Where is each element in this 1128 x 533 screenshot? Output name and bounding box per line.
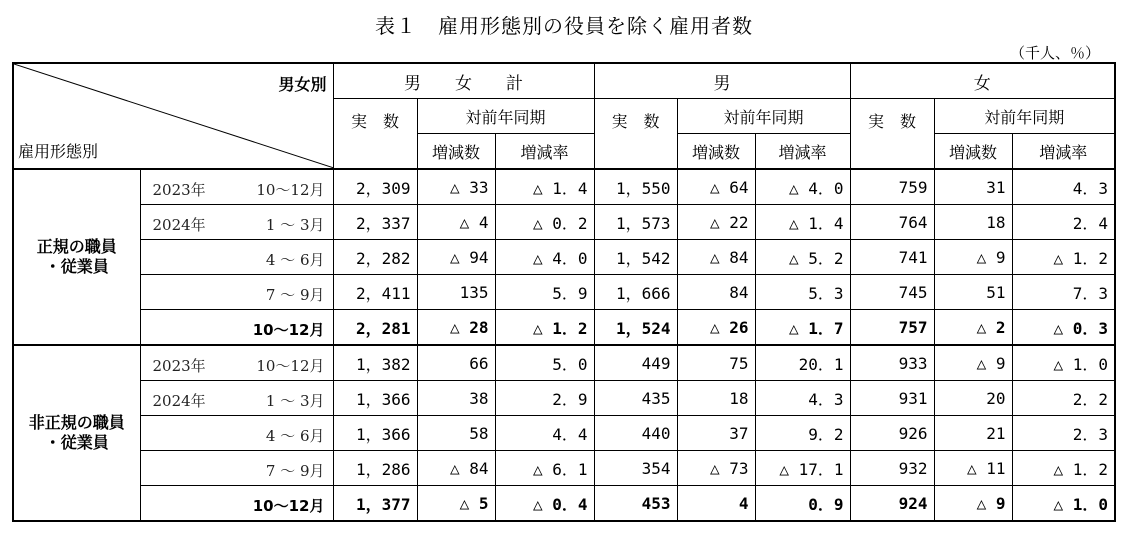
value-cell-tc: 58 xyxy=(417,416,495,451)
table-title: 表１ 雇用形態別の役員を除く雇用者数 xyxy=(375,14,753,38)
value-cell-tr: 2．9 xyxy=(495,381,594,416)
value-cell-fc: 20 xyxy=(934,381,1012,416)
value-cell-m: 1，573 xyxy=(594,205,677,240)
table-row xyxy=(13,451,1115,486)
header-total: 男 女 計 xyxy=(333,63,594,99)
header-male: 男 xyxy=(594,63,850,99)
header-total-actual: 実 数 xyxy=(333,99,417,170)
unit-label: （千人、％） xyxy=(1009,44,1100,62)
period-months: 10～12月 xyxy=(252,497,325,515)
value-cell-t: 1，286 xyxy=(333,451,417,486)
value-cell-f: 759 xyxy=(850,169,934,205)
value-cell-mc: 84 xyxy=(677,275,755,310)
period-months: 10～12月 xyxy=(256,357,325,375)
table-row xyxy=(13,169,1115,205)
value-cell-fc: △ 2 xyxy=(934,310,1012,346)
period-year: 2023年 xyxy=(152,181,206,199)
period-months: 7 ～ 9月 xyxy=(265,462,325,480)
value-cell-mr: 4．3 xyxy=(755,381,850,416)
header-male-actual: 実 数 xyxy=(594,99,677,170)
group-label-line2: ・従業員 xyxy=(44,433,109,452)
value-cell-m: 1，666 xyxy=(594,275,677,310)
value-cell-t: 1，366 xyxy=(333,416,417,451)
period-cell xyxy=(140,416,333,451)
group-label xyxy=(13,345,140,521)
value-cell-mr: 0．9 xyxy=(755,486,850,522)
period-months: 1 ～ 3月 xyxy=(265,392,325,410)
corner-header xyxy=(13,63,333,169)
value-cell-mc: 37 xyxy=(677,416,755,451)
period-cell xyxy=(140,310,333,346)
table-row xyxy=(13,486,1115,522)
value-cell-t: 2，337 xyxy=(333,205,417,240)
period-months: 4 ～ 6月 xyxy=(265,251,325,269)
employment-table xyxy=(12,62,1116,522)
value-cell-fc: 18 xyxy=(934,205,1012,240)
period-cell xyxy=(140,381,333,416)
value-cell-tr: △ 1．2 xyxy=(495,310,594,346)
period-months: 10～12月 xyxy=(256,181,325,199)
period-cell xyxy=(140,205,333,240)
value-cell-t: 2，309 xyxy=(333,169,417,205)
period-cell xyxy=(140,240,333,275)
header-male-yoy: 対前年同期 xyxy=(677,99,850,134)
value-cell-m: 1，542 xyxy=(594,240,677,275)
group-label-line1: 正規の職員 xyxy=(36,237,117,256)
value-cell-mr: △ 1．7 xyxy=(755,310,850,346)
value-cell-fr: △ 1．2 xyxy=(1012,451,1115,486)
value-cell-mc: △ 22 xyxy=(677,205,755,240)
value-cell-mr: △ 5．2 xyxy=(755,240,850,275)
period-months: 10～12月 xyxy=(252,321,325,339)
value-cell-mr: 20．1 xyxy=(755,345,850,381)
value-cell-m: 435 xyxy=(594,381,677,416)
value-cell-f: 924 xyxy=(850,486,934,522)
table-row xyxy=(13,416,1115,451)
group-label-line1: 非正規の職員 xyxy=(28,413,125,432)
value-cell-fc: 21 xyxy=(934,416,1012,451)
value-cell-mr: 5．3 xyxy=(755,275,850,310)
value-cell-tr: △ 1．4 xyxy=(495,169,594,205)
period-cell xyxy=(140,486,333,522)
value-cell-m: 449 xyxy=(594,345,677,381)
value-cell-tc: 66 xyxy=(417,345,495,381)
value-cell-fr: △ 1．2 xyxy=(1012,240,1115,275)
value-cell-m: 354 xyxy=(594,451,677,486)
table-row xyxy=(13,275,1115,310)
period-cell xyxy=(140,345,333,381)
value-cell-m: 440 xyxy=(594,416,677,451)
value-cell-t: 1，366 xyxy=(333,381,417,416)
value-cell-f: 745 xyxy=(850,275,934,310)
table-row xyxy=(13,345,1115,381)
value-cell-m: 1，550 xyxy=(594,169,677,205)
table-row xyxy=(13,240,1115,275)
value-cell-tr: 5．0 xyxy=(495,345,594,381)
value-cell-tc: △ 5 xyxy=(417,486,495,522)
value-cell-m: 453 xyxy=(594,486,677,522)
table-row xyxy=(13,310,1115,346)
value-cell-t: 2，282 xyxy=(333,240,417,275)
value-cell-fc: △ 9 xyxy=(934,486,1012,522)
value-cell-fr: 4．3 xyxy=(1012,169,1115,205)
header-female-rate: 増減率 xyxy=(1012,134,1115,170)
value-cell-fc: 31 xyxy=(934,169,1012,205)
value-cell-tc: △ 28 xyxy=(417,310,495,346)
table-row xyxy=(13,205,1115,240)
value-cell-mr: △ 1．4 xyxy=(755,205,850,240)
value-cell-t: 1，382 xyxy=(333,345,417,381)
header-male-rate: 増減率 xyxy=(755,134,850,170)
period-year: 2024年 xyxy=(152,216,206,234)
value-cell-tc: △ 84 xyxy=(417,451,495,486)
value-cell-f: 932 xyxy=(850,451,934,486)
value-cell-tr: △ 4．0 xyxy=(495,240,594,275)
corner-label-type: 雇用形態別 xyxy=(18,142,99,161)
value-cell-f: 931 xyxy=(850,381,934,416)
period-months: 7 ～ 9月 xyxy=(265,286,325,304)
table-row xyxy=(13,381,1115,416)
value-cell-mr: 9．2 xyxy=(755,416,850,451)
value-cell-t: 1，377 xyxy=(333,486,417,522)
period-cell xyxy=(140,169,333,205)
value-cell-f: 764 xyxy=(850,205,934,240)
corner-label-sex: 男女別 xyxy=(278,75,327,94)
value-cell-f: 933 xyxy=(850,345,934,381)
value-cell-fr: 2．2 xyxy=(1012,381,1115,416)
value-cell-fc: △ 11 xyxy=(934,451,1012,486)
value-cell-tr: 4．4 xyxy=(495,416,594,451)
value-cell-mc: 4 xyxy=(677,486,755,522)
value-cell-mc: △ 26 xyxy=(677,310,755,346)
value-cell-fc: △ 9 xyxy=(934,345,1012,381)
value-cell-fr: 2．4 xyxy=(1012,205,1115,240)
header-female: 女 xyxy=(850,63,1115,99)
value-cell-tc: △ 33 xyxy=(417,169,495,205)
value-cell-mc: 18 xyxy=(677,381,755,416)
value-cell-tr: △ 6．1 xyxy=(495,451,594,486)
value-cell-tc: 135 xyxy=(417,275,495,310)
value-cell-tr: 5．9 xyxy=(495,275,594,310)
header-total-rate: 増減率 xyxy=(495,134,594,170)
header-female-change: 増減数 xyxy=(934,134,1012,170)
value-cell-tr: △ 0．2 xyxy=(495,205,594,240)
value-cell-f: 926 xyxy=(850,416,934,451)
header-total-yoy: 対前年同期 xyxy=(417,99,594,134)
value-cell-tr: △ 0．4 xyxy=(495,486,594,522)
header-female-actual: 実 数 xyxy=(850,99,934,170)
value-cell-fr: △ 1．0 xyxy=(1012,345,1115,381)
period-cell xyxy=(140,275,333,310)
period-year: 2024年 xyxy=(152,392,206,410)
value-cell-fr: 7．3 xyxy=(1012,275,1115,310)
value-cell-tc: △ 4 xyxy=(417,205,495,240)
value-cell-fc: 51 xyxy=(934,275,1012,310)
group-label xyxy=(13,169,140,345)
header-total-change: 増減数 xyxy=(417,134,495,170)
value-cell-fr: 2．3 xyxy=(1012,416,1115,451)
value-cell-tc: △ 94 xyxy=(417,240,495,275)
value-cell-fc: △ 9 xyxy=(934,240,1012,275)
value-cell-fr: △ 1．0 xyxy=(1012,486,1115,522)
period-months: 1 ～ 3月 xyxy=(265,216,325,234)
value-cell-t: 2，281 xyxy=(333,310,417,346)
header-male-change: 増減数 xyxy=(677,134,755,170)
value-cell-mr: △ 17．1 xyxy=(755,451,850,486)
value-cell-mc: 75 xyxy=(677,345,755,381)
period-months: 4 ～ 6月 xyxy=(265,427,325,445)
value-cell-tc: 38 xyxy=(417,381,495,416)
value-cell-fr: △ 0．3 xyxy=(1012,310,1115,346)
value-cell-t: 2，411 xyxy=(333,275,417,310)
value-cell-f: 741 xyxy=(850,240,934,275)
value-cell-f: 757 xyxy=(850,310,934,346)
value-cell-mc: △ 73 xyxy=(677,451,755,486)
value-cell-mc: △ 84 xyxy=(677,240,755,275)
header-female-yoy: 対前年同期 xyxy=(934,99,1115,134)
group-label-line2: ・従業員 xyxy=(44,257,109,276)
value-cell-m: 1，524 xyxy=(594,310,677,346)
period-cell xyxy=(140,451,333,486)
period-year: 2023年 xyxy=(152,357,206,375)
value-cell-mc: △ 64 xyxy=(677,169,755,205)
value-cell-mr: △ 4．0 xyxy=(755,169,850,205)
